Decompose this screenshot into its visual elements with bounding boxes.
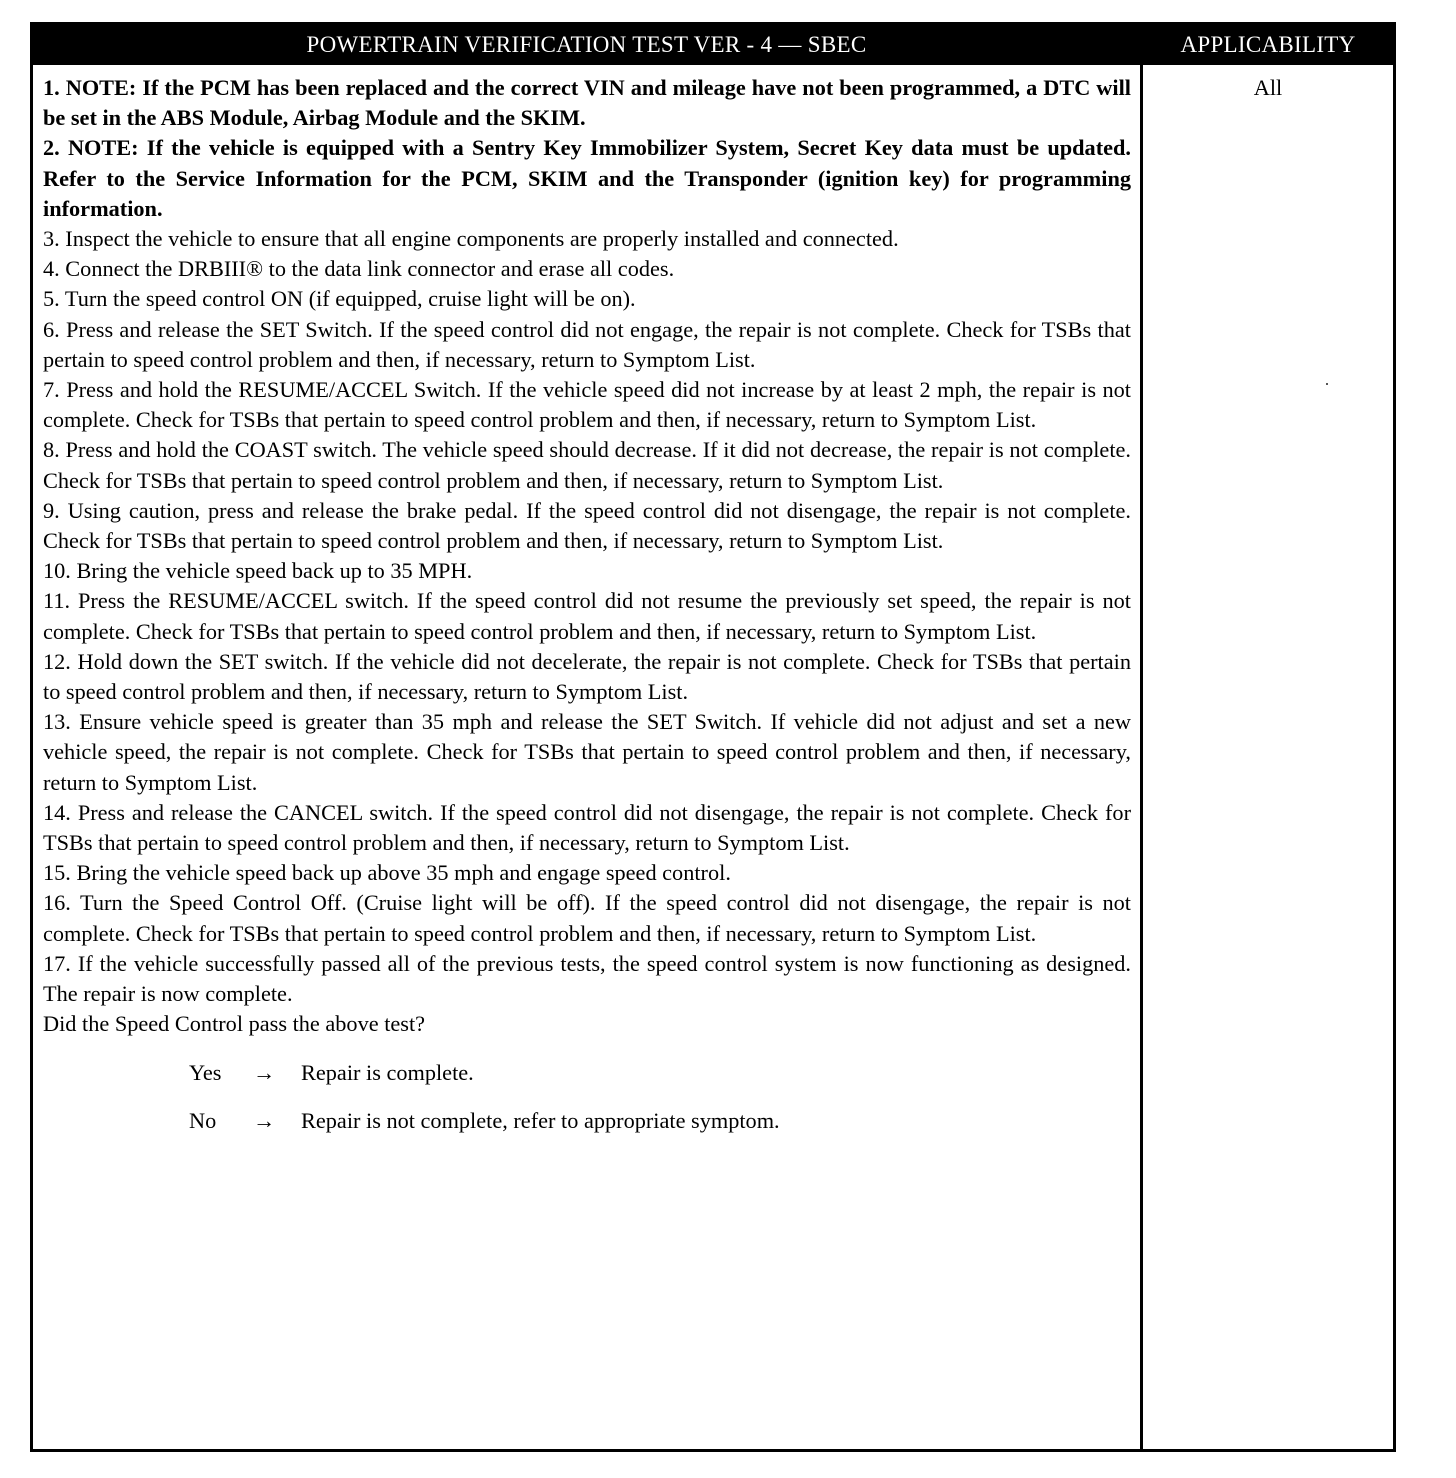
applicability-header: APPLICABILITY	[1180, 32, 1356, 57]
test-question: Did the Speed Control pass the above test?	[43, 1011, 426, 1037]
test-step: 9. Using caution, press and release the brake pedal. If the speed control did not disengage, the repair is not complete. Check for TSBs that pertain to speed control problem and then, if necessary, return to Symptom List.	[43, 497, 1131, 554]
test-step: 5. Turn the speed control ON (if equipped, cruise light will be on).	[43, 286, 636, 312]
test-step: 15. Bring the vehicle speed back up above 35 mph and engage speed control.	[43, 860, 731, 886]
verification-test-table	[30, 22, 1396, 1452]
table-header	[33, 25, 1393, 65]
answer-yes-label: Yes	[189, 1059, 222, 1085]
test-step: 8. Press and hold the COAST switch. The vehicle speed should decrease. If it did not decrease, the repair is not complete. Check for TSBs that pertain to speed control problem and then, if necessary, return to Symptom List.	[43, 437, 1131, 493]
test-steps-cell	[43, 73, 1131, 1154]
test-step: 6. Press and release the SET Switch. If the speed control did not engage, the repair is not complete. Check for TSBs that pertain to speed control problem and then, if necessary, return to Symptom List.	[43, 316, 1131, 372]
answer-no	[189, 1106, 1131, 1136]
right-arrow-icon: →	[253, 1059, 276, 1085]
answer-options	[43, 1058, 1131, 1136]
test-step: 1. NOTE: If the PCM has been replaced and the correct VIN and mileage have not been programmed, a DTC will be set in the ABS Module, Airbag Module and the SKIM.	[43, 75, 1131, 131]
steps-list	[43, 73, 1131, 1009]
test-step: 13. Ensure vehicle speed is greater than 35 mph and release the SET Switch. If vehicle did not adjust and set a new vehicle speed, the repair is not complete. Check for TSBs that pertain to speed control problem and then, if necessary, return to Symptom List.	[43, 709, 1131, 795]
table-body	[33, 65, 1393, 1449]
test-step: 7. Press and hold the RESUME/ACCEL Switch. If the vehicle speed did not increase by at least 2 mph, the repair is not complete. Check for TSBs that pertain to speed control problem and then, if necessary, return to Symptom List.	[43, 377, 1131, 433]
test-step: 10. Bring the vehicle speed back up to 35 MPH.	[43, 558, 473, 584]
test-step: 14. Press and release the CANCEL switch. If the speed control did not disengage, the repair is not complete. Check for TSBs that pertain to speed control problem and then, if necessary, return to Symptom List.	[43, 799, 1131, 856]
test-step: 3. Inspect the vehicle to ensure that all engine components are properly installed and connected.	[43, 226, 899, 252]
right-arrow-icon: →	[253, 1107, 276, 1133]
test-step: 17. If the vehicle successfully passed all of the previous tests, the speed control system is now functioning as designed. The repair is now complete.	[43, 950, 1131, 1007]
answer-no-label: No	[189, 1107, 217, 1133]
column-divider	[1140, 65, 1143, 1449]
test-step: 4. Connect the DRBIII® to the data link connector and erase all codes.	[43, 256, 675, 282]
test-step: 11. Press the RESUME/ACCEL switch. If the speed control did not resume the previously set speed, the repair is not complete. Check for TSBs that pertain to speed control problem and then, if necessary, return to Symptom List.	[43, 588, 1131, 644]
test-title: POWERTRAIN VERIFICATION TEST VER - 4 — SBEC	[306, 32, 867, 57]
test-step: 16. Turn the Speed Control Off. (Cruise light will be off). If the speed control did not disengage, the repair is not complete. Check for TSBs that pertain to speed control problem and then, if necessary, return to Symptom List.	[43, 890, 1131, 946]
answer-no-text: Repair is not complete, refer to appropriate symptom.	[301, 1107, 780, 1133]
answer-yes-text: Repair is complete.	[301, 1059, 474, 1085]
scan-speck	[1326, 383, 1328, 385]
answer-yes	[189, 1058, 1131, 1088]
test-step: 12. Hold down the SET switch. If the vehicle did not decelerate, the repair is not complete. Check for TSBs that pertain to speed control problem and then, if necessary, return to Symptom List.	[43, 648, 1131, 705]
test-step: 2. NOTE: If the vehicle is equipped with a Sentry Key Immobilizer System, Secret Key data must be updated. Refer to the Service Information for the PCM, SKIM and the Transponder (ignition key) for programming information.	[43, 135, 1131, 221]
applicability-value: All	[1253, 75, 1283, 100]
